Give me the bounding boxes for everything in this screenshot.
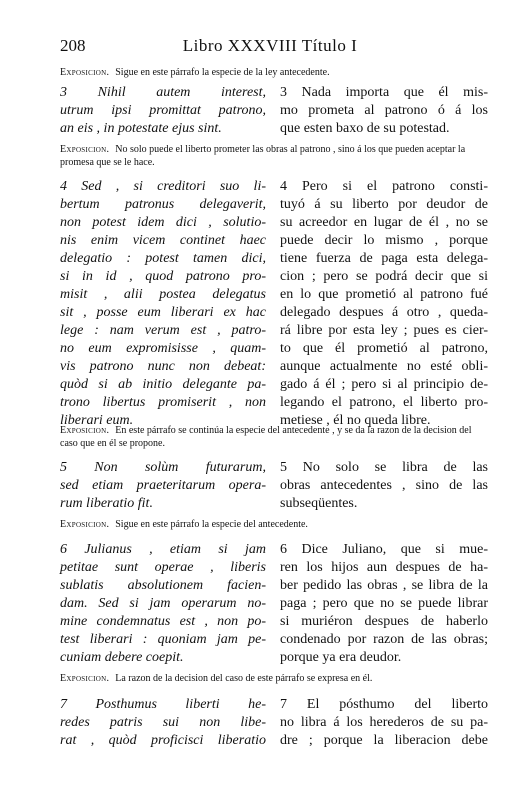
spanish-line: delegado despues á otro , queda- — [280, 305, 488, 320]
exposicion-label: Exposicion. — [60, 673, 110, 684]
spanish-line: legando el patrono, el liberto pro- — [280, 395, 488, 410]
spanish-line: ber pedido las obras , se libra de la — [280, 578, 488, 593]
exposicion-label: Exposicion. — [60, 67, 110, 78]
latin-line: quòd si ab initio delegante pa- — [60, 377, 266, 392]
latin-line: 7 Posthumus liberti he- — [60, 697, 266, 712]
spanish-line: ren los hijos aun despues de ha- — [280, 560, 488, 575]
spanish-paragraph — [280, 541, 488, 667]
latin-line: utrum ipsi promittat patrono, — [60, 103, 266, 118]
exposicion-label: Exposicion. — [60, 425, 110, 436]
spanish-line: obras antecedentes , sino de las — [280, 478, 488, 493]
exposicion-note — [60, 143, 488, 169]
latin-line: trono libertus promiserit , non — [60, 395, 266, 410]
latin-paragraph — [60, 541, 266, 667]
latin-line: vis patrono nunc non debeat: — [60, 359, 266, 374]
latin-line: rat , quòd proficisci liberatio — [60, 733, 266, 748]
page-number: 208 — [60, 36, 86, 55]
spanish-line: que esten baxo de su potestad. — [280, 121, 450, 136]
exposicion-label: Exposicion. — [60, 144, 110, 155]
spanish-line: puede decir lo mismo , porque — [280, 233, 488, 248]
spanish-paragraph — [280, 84, 488, 138]
spanish-line: 6 Dice Juliano, que si mue- — [280, 542, 488, 557]
latin-paragraph — [60, 178, 266, 430]
latin-line: sublatis absolutionem facien- — [60, 578, 266, 593]
running-title: Libro XXXVIII Título I — [182, 36, 358, 55]
spanish-line: gado á él ; pero si al principio de- — [280, 377, 488, 392]
spanish-line: 3 Nada importa que él mis- — [280, 85, 488, 100]
latin-line: 5 Non solùm futurarum, — [60, 460, 266, 475]
latin-line: non potest idem dici , solutio- — [60, 215, 266, 230]
exposicion-note — [60, 518, 488, 531]
latin-line: sit , posse eum liberari ex hac — [60, 305, 266, 320]
exposicion-text: Sigue en este párrafo la especie del antecedente. — [115, 519, 308, 530]
exposicion-note — [60, 424, 488, 450]
latin-paragraph — [60, 696, 266, 750]
spanish-line: no libra á los herederos de su pa- — [280, 715, 488, 730]
latin-line: misit , alii postea delegatus — [60, 287, 266, 302]
exposicion-note — [60, 672, 488, 685]
spanish-line: tuyó á su liberto por deudor de — [280, 197, 488, 212]
latin-line: redes patris sui non libe- — [60, 715, 266, 730]
spanish-line: en lo que prometió al patrono fué — [280, 287, 488, 302]
exposicion-text: Sigue en este párrafo la especie de la ley antecedente. — [115, 67, 330, 78]
spanish-line: to que él prometió al patrono, — [280, 341, 488, 356]
spanish-line: 7 El pósthumo del liberto — [280, 697, 488, 712]
spanish-paragraph — [280, 178, 488, 430]
running-header — [60, 36, 480, 56]
spanish-line: paga ; pero que no se puede librar — [280, 596, 488, 611]
latin-line: dam. Sed si jam operarum no- — [60, 596, 266, 611]
spanish-line: dre ; porque la liberacion debe — [280, 733, 488, 748]
latin-line: 4 Sed , si creditori suo li- — [60, 179, 266, 194]
exposicion-text: En este párrafo se continúa la especie del antecedente , y se da la razon de la decision del caso que en él se propone. — [60, 425, 472, 449]
spanish-line: porque ya era deudor. — [280, 650, 402, 665]
spanish-line: 5 No solo se libra de las — [280, 460, 488, 475]
spanish-line: subseqüentes. — [280, 496, 358, 511]
latin-line: 3 Nihil autem interest, — [60, 85, 266, 100]
spanish-paragraph — [280, 459, 488, 513]
latin-line: delegatio : potest tamen dici, — [60, 251, 266, 266]
spanish-line: mo prometa al patrono ó á los — [280, 103, 488, 118]
latin-line: nis enim vicem continet haec — [60, 233, 266, 248]
spanish-line: aunque actualmente no esté obli- — [280, 359, 488, 374]
latin-line: bertum patronus delegaverit, — [60, 197, 266, 212]
latin-line: mine condemnatus est , non po- — [60, 614, 266, 629]
latin-line: cuniam debere coepit. — [60, 650, 184, 665]
latin-line: sed etiam praeteritarum opera- — [60, 478, 266, 493]
exposicion-note — [60, 66, 488, 79]
latin-line: petitae sunt operae , liberis — [60, 560, 266, 575]
latin-line: liberari eum. — [60, 413, 134, 428]
spanish-line: 4 Pero si el patrono consti- — [280, 179, 488, 194]
spanish-line: rá libre por esta ley ; pues es cier- — [280, 323, 488, 338]
latin-line: si in id , quod patrono pro- — [60, 269, 266, 284]
spanish-line: si muriéron despues de haberlo — [280, 614, 488, 629]
spanish-line: cion ; pero se podrá decir que si — [280, 269, 488, 284]
latin-line: test liberari : quoniam jam pe- — [60, 632, 266, 647]
latin-paragraph — [60, 84, 266, 138]
latin-line: rum liberatio fit. — [60, 496, 153, 511]
spanish-line: su acreedor en lugar de él , no se — [280, 215, 488, 230]
exposicion-label: Exposicion. — [60, 519, 110, 530]
latin-paragraph — [60, 459, 266, 513]
latin-line: no eum expromisisse , quam- — [60, 341, 266, 356]
latin-line: lege : nam verum est , patro- — [60, 323, 266, 338]
exposicion-text: No solo puede el liberto prometer las obras al patrono , sino á los que pueden aceptar la promesa que se le hace. — [60, 144, 466, 168]
spanish-line: metiese , él no queda libre. — [280, 413, 431, 428]
exposicion-text: La razon de la decision del caso de este párrafo se expresa en él. — [115, 673, 373, 684]
latin-line: an eis , in potestate ejus sint. — [60, 121, 222, 136]
spanish-paragraph — [280, 696, 488, 750]
spanish-line: tiene fuerza de paga esta delega- — [280, 251, 488, 266]
latin-line: 6 Julianus , etiam si jam — [60, 542, 266, 557]
spanish-line: condenado por razon de las obras; — [280, 632, 488, 647]
